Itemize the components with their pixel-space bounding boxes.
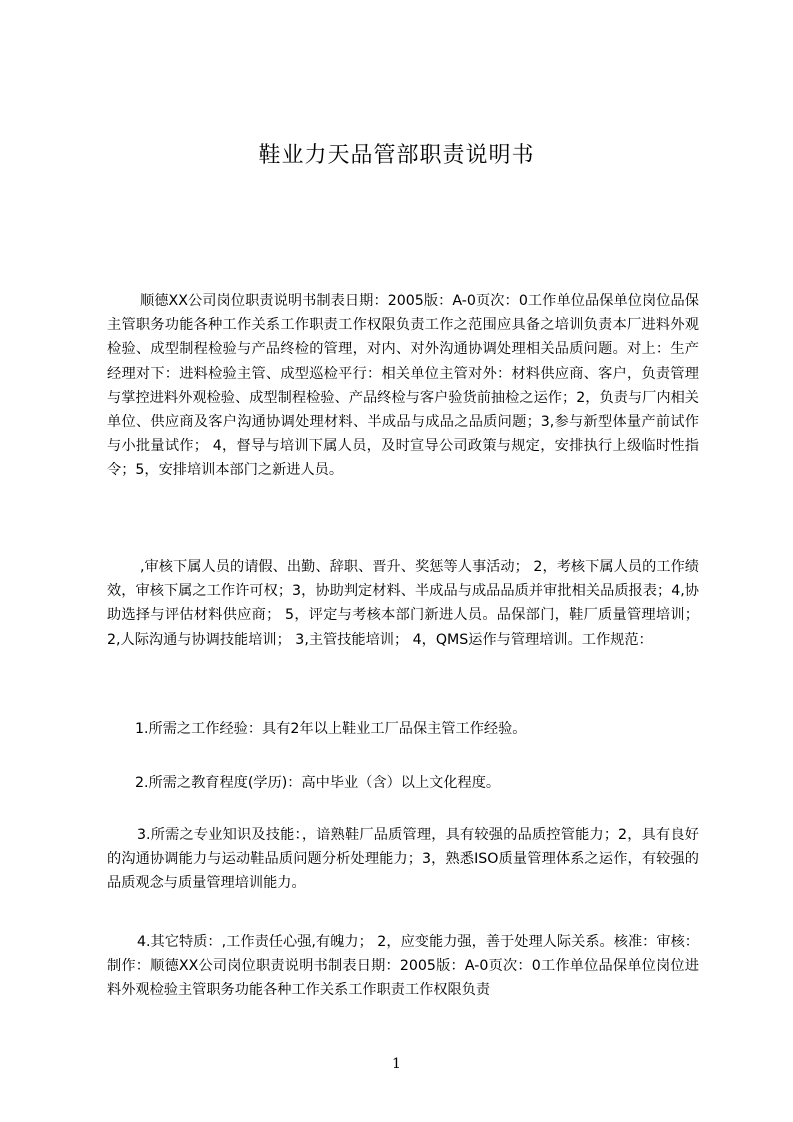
paragraph-job-overview: 顺德XX公司岗位职责说明书制表日期：2005版：A-0页次：0工作单位品保单位岗位品保主管职务功能各种工作关系工作职责工作权限负责工作之范围应具备之培训负责本厂进料外观检验、成型制程检验与产品终检的管理，对内、对外沟通协调处理相关品质问题。对上：生产经理对下：进料检验主管、成型巡检平行：相关单位主管对外：材料供应商、客户，负责管理与掌控进料外观检验、成型制程检验、产品终检与客户验货前抽检之运作；2，负责与厂内相关单位、供应商及客户沟通协调处理材料、半成品与成品之品质问题；3,参与新型体量产前试作与小批量试作； 4，督导与培训下属人员，及时宣导公司政策与规定，安排执行上级临时性指令；5，安排培训本部门之新进人员。: [107, 293, 699, 479]
paragraph-education: 2.所需之教育程度(学历)：高中毕业（含）以上文化程度。: [135, 775, 501, 791]
paragraph-skills: 3.所需之专业知识及技能：，谙熟鞋厂品质管理，具有较强的品质控管能力；2，具有良好的沟通协调能力与运动鞋品质问题分析处理能力；3，熟悉ISO质量管理体系之运作，有较强的品质观念与质量管理培训能力。: [107, 827, 699, 892]
paragraph-authority-training: ,审核下属人员的请假、出勤、辞职、晋升、奖惩等人事活动； 2，考核下属人员的工作绩效，审核下属之工作许可权；3，协助判定材料、半成品与成品品质并审批相关品质报表；4,协助选择与评估材料供应商； 5，评定与考核本部门新进人员。品保部门，鞋厂质量管理培训；2,人际沟通与协调技能培训； 3,主管技能培训； 4，QMS运作与管理培训。工作规范：: [107, 559, 699, 648]
paragraph-other-traits: 4.其它特质：,工作责任心强,有魄力； 2，应变能力强，善于处理人际关系。核准：审核：制作：顺德XX公司岗位职责说明书制表日期：2005版：A-0页次：0工作单位品保单位岗位进料外观检验主管职务功能各种工作关系工作职责工作权限负责: [107, 934, 699, 999]
page-number: 1: [392, 1056, 401, 1072]
document-title: 鞋业力天品管部职责说明书: [258, 143, 535, 168]
paragraph-work-experience: 1.所需之工作经验：具有2年以上鞋业工厂品保主管工作经验。: [135, 721, 527, 737]
